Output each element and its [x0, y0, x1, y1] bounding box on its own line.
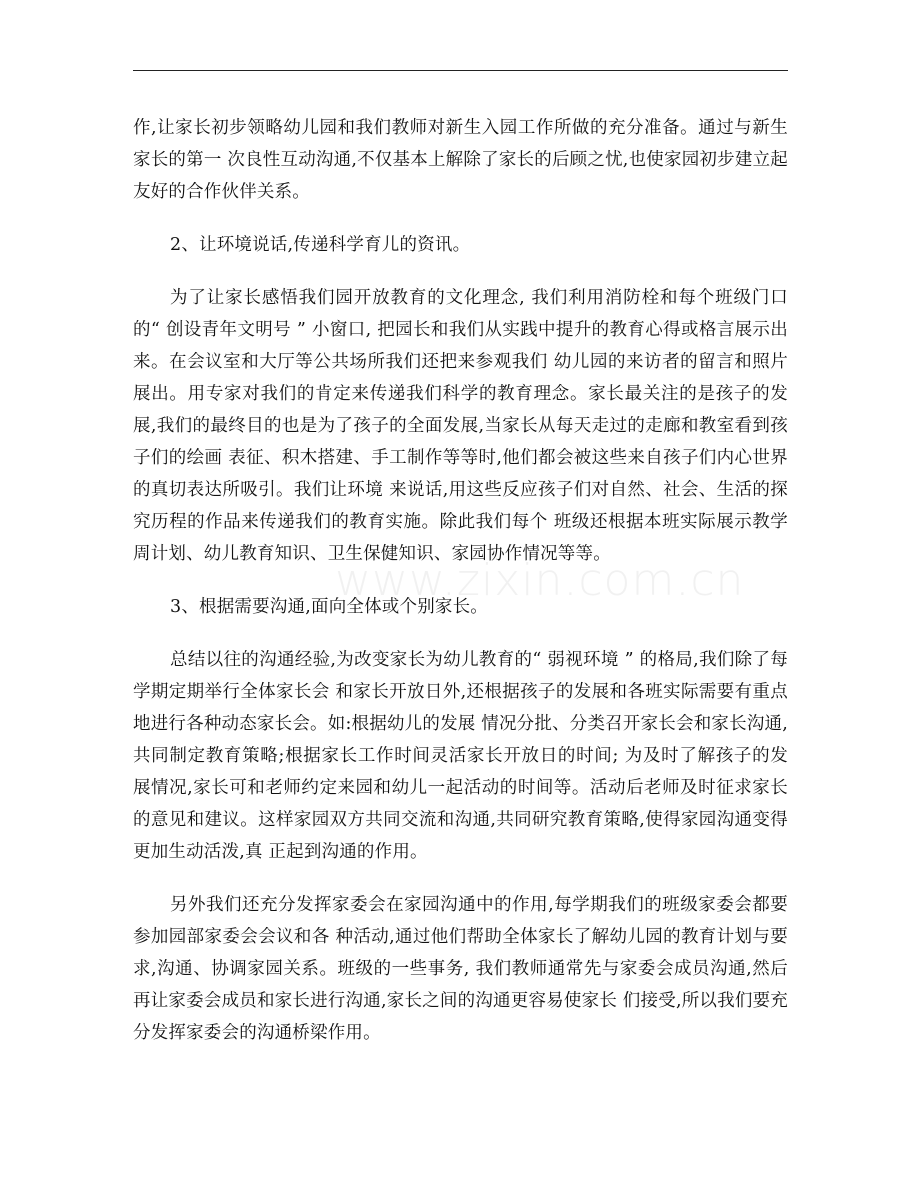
paragraph-continuation: 作,让家长初步领略幼儿园和我们教师对新生入园工作所做的充分准备。通过与新生家长的第一 次良性互动沟通,不仅基本上解除了家长的后顾之忧,也使家园初步建立起友好的合作伙伴关系。 [133, 118, 788, 202]
header-rule [133, 70, 788, 71]
document-body [133, 112, 788, 1049]
paragraph-parent-committee: 另外我们还充分发挥家委会在家园沟通中的作用,每学期我们的班级家委会都要参加园部家委会会议和各 种活动,通过他们帮助全体家长了解幼儿园的教育计划与要求,沟通、协调家园关系。班级的一些事务, 我们教师通常先与家委会成员沟通,然后再让家委会成员和家长进行沟通,家长之间的沟通更容易使家长 们接受,所以我们要充分发挥家委会的沟通桥梁作用。 [133, 895, 788, 1043]
section-heading-2: 2、让环境说话,传递科学育儿的资讯。 [170, 235, 471, 255]
paragraph-environment: 为了让家长感悟我们园开放教育的文化理念, 我们利用消防栓和每个班级门口的“ 创设青年文明号 ” 小窗口, 把园长和我们从实践中提升的教育心得或格言展示出来。在会议室和大厅等公共场所我们还把来参观我们 幼儿园的来访者的留言和照片展出。用专家对我们的肯定来传递我们科学的教育理念。家长最关注的是孩子的发展,我们的最终目的也是为了孩子的全面发展,当家长从每天走过的走廊和教室看到孩子们的绘画 表征、积木搭建、手工制作等等时,他们都会被这些来自孩子们内心世界的真切表达所吸引。我们让环境 来说话,用这些反应孩子们对自然、社会、生活的探究历程的作品来传递我们的教育实施。除此我们每个 班级还根据本班实际展示教学周计划、幼儿教育知识、卫生保健知识、家园协作情况等等。 [133, 288, 788, 564]
section-heading-3: 3、根据需要沟通,面向全体或个别家长。 [170, 597, 488, 617]
watermark-text: www.zixin.com.cn [335, 555, 745, 606]
paragraph-parent-meetings: 总结以往的沟通经验,为改变家长为幼儿教育的“ 弱视环境 ” 的格局,我们除了每学期定期举行全体家长会 和家长开放日外,还根据孩子的发展和各班实际需要有重点地进行各种动态家长会。如:根据幼儿的发展 情况分批、分类召开家长会和家长沟通,共同制定教育策略;根据家长工作时间灵活家长开放日的时间; 为及时了解孩子的发展情况,家长可和老师约定来园和幼儿一起活动的时间等。活动后老师及时征求家长 的意见和建议。这样家园双方共同交流和沟通,共同研究教育策略,使得家园沟通变得更加生动活泼,真 正起到沟通的作用。 [133, 650, 788, 862]
